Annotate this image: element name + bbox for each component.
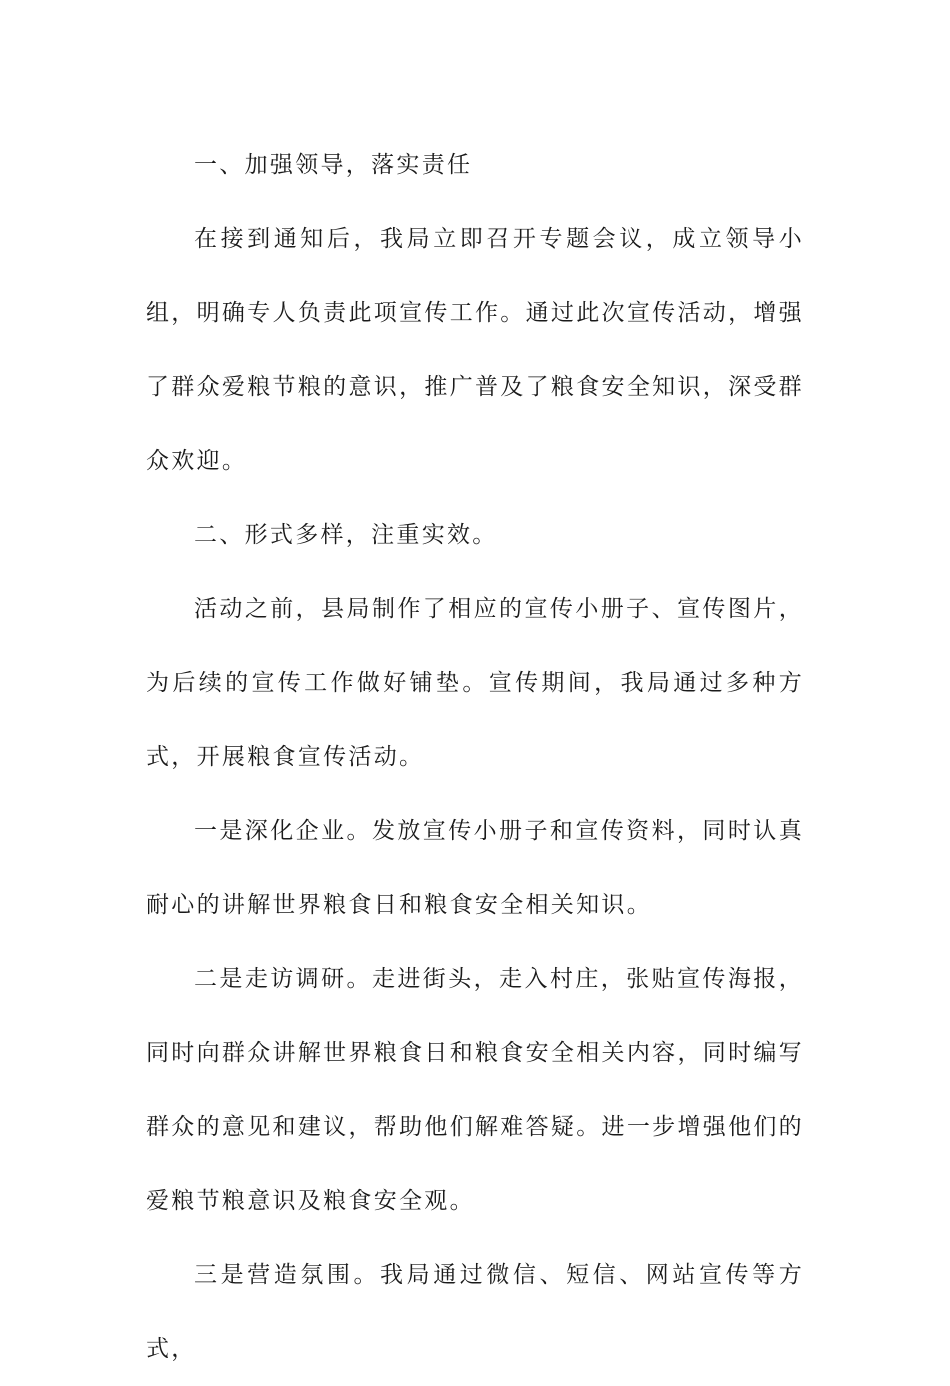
section-heading-2: 二、形式多样，注重实效。 (194, 522, 498, 548)
paragraph: 一是深化企业。发放宣传小册子和宣传资料，同时认真耐心的讲解世界粮食日和粮食安全相关知识。 (146, 818, 804, 918)
paragraph: 二是走访调研。走进街头，走入村庄，张贴宣传海报，同时向群众讲解世界粮食日和粮食安全相关内容，同时编写群众的意见和建议，帮助他们解难答疑。进一步增强他们的爱粮节粮意识及粮食安全观。 (146, 966, 804, 1214)
section-heading-1: 一、加强领导，落实责任 (194, 152, 473, 178)
document-page (146, 128, 804, 1386)
paragraph: 活动之前，县局制作了相应的宣传小册子、宣传图片，为后续的宣传工作做好铺垫。宣传期间，我局通过多种方式，开展粮食宣传活动。 (146, 596, 804, 770)
paragraph: 三是营造氛围。我局通过微信、短信、网站宣传等方式， (146, 1262, 804, 1362)
paragraph: 在接到通知后，我局立即召开专题会议，成立领导小组，明确专人负责此项宣传工作。通过此次宣传活动，增强了群众爱粮节粮的意识，推广普及了粮食安全知识，深受群众欢迎。 (146, 226, 804, 474)
